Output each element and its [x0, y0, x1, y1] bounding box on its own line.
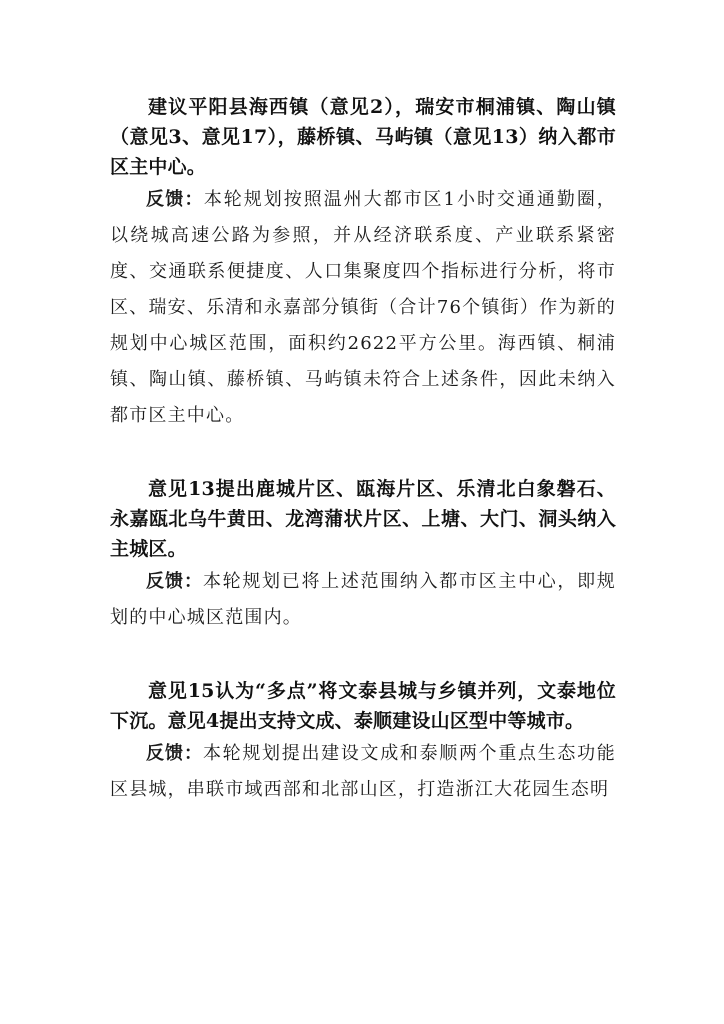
- feedback-label: 反馈：: [146, 571, 203, 592]
- opinion-text: 意见15认为“多点”将文泰县城与乡镇并列，文泰地位下沉。意见4提出支持文成、泰顺建设山区型中等城市。: [110, 680, 616, 732]
- feedback-label: 反馈：: [146, 743, 203, 764]
- opinion-text: 意见13提出鹿城片区、瓯海片区、乐清北白象磐石、永嘉瓯北乌牛黄田、龙湾蒲状片区、上塘、大门、洞头纳入主城区。: [110, 478, 616, 560]
- opinion-section-2: [110, 474, 616, 636]
- feedback-paragraph: [110, 564, 616, 636]
- opinion-text: 建议平阳县海西镇（意见2），瑞安市桐浦镇、陶山镇（意见3、意见17），藤桥镇、马屿镇（意见13）纳入都市区主中心。: [110, 96, 616, 178]
- feedback-text: 本轮规划提出建设文成和泰顺两个重点生态功能区县城，串联市域西部和北部山区，打造浙江大花园生态明: [110, 743, 617, 800]
- document-page: [110, 92, 616, 808]
- feedback-label: 反馈：: [146, 189, 204, 210]
- opinion-section-3: [110, 676, 616, 808]
- feedback-paragraph: [110, 182, 616, 434]
- feedback-text: 本轮规划按照温州大都市区1小时交通通勤圈，以绕城高速公路为参照，并从经济联系度、产业联系紧密度、交通联系便捷度、人口集聚度四个指标进行分析，将市区、瑞安、乐清和永嘉部分镇街（合计76个镇街）作为新的规划中心城区范围，面积约2622平方公里。海西镇、桐浦镇、陶山镇、藤桥镇、马屿镇未符合上述条件，因此未纳入都市区主中心。: [110, 189, 616, 426]
- feedback-paragraph: [110, 736, 616, 808]
- opinion-section-1: [110, 92, 616, 434]
- feedback-text: 本轮规划已将上述范围纳入都市区主中心，即规划的中心城区范围内。: [110, 571, 617, 628]
